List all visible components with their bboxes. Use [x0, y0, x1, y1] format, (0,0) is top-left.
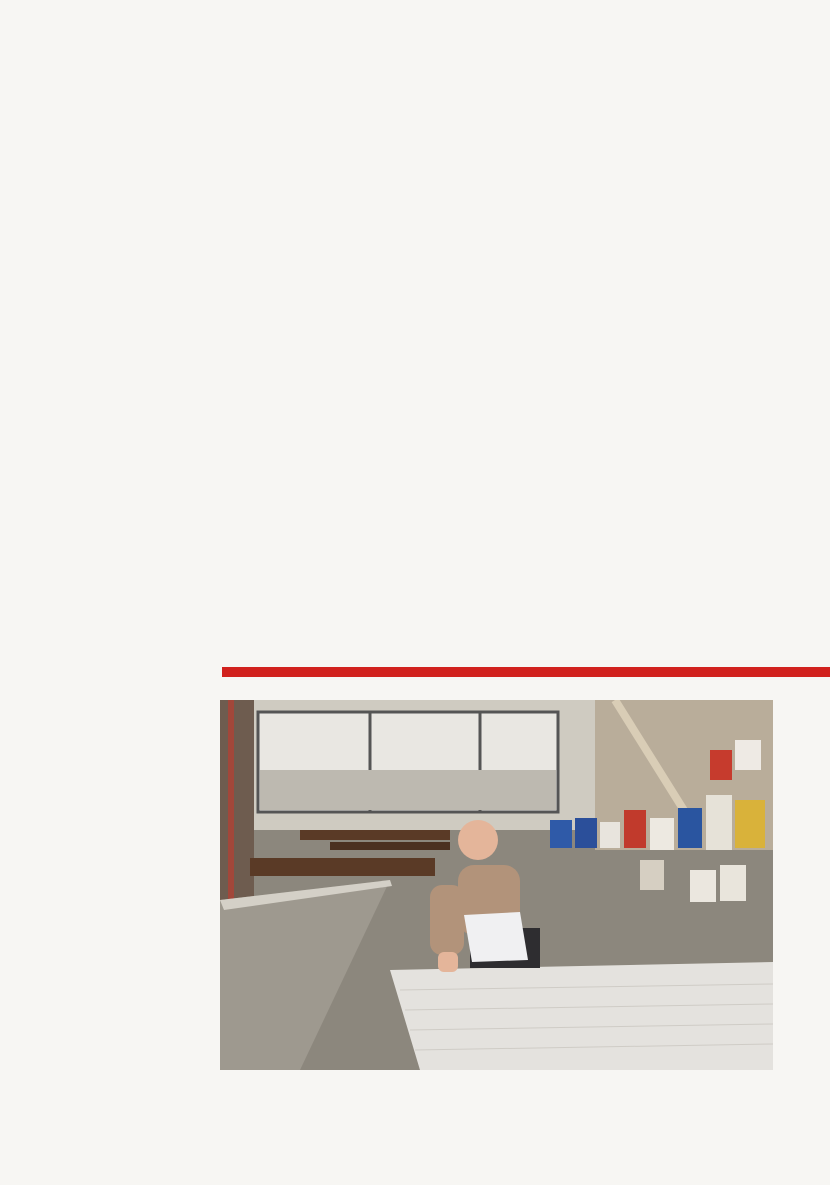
- studio-photo: [220, 700, 773, 1070]
- photo-illustration: [220, 700, 773, 1070]
- body-text-upper-right: [0, 80, 770, 625]
- accent-red-bar: [222, 667, 830, 677]
